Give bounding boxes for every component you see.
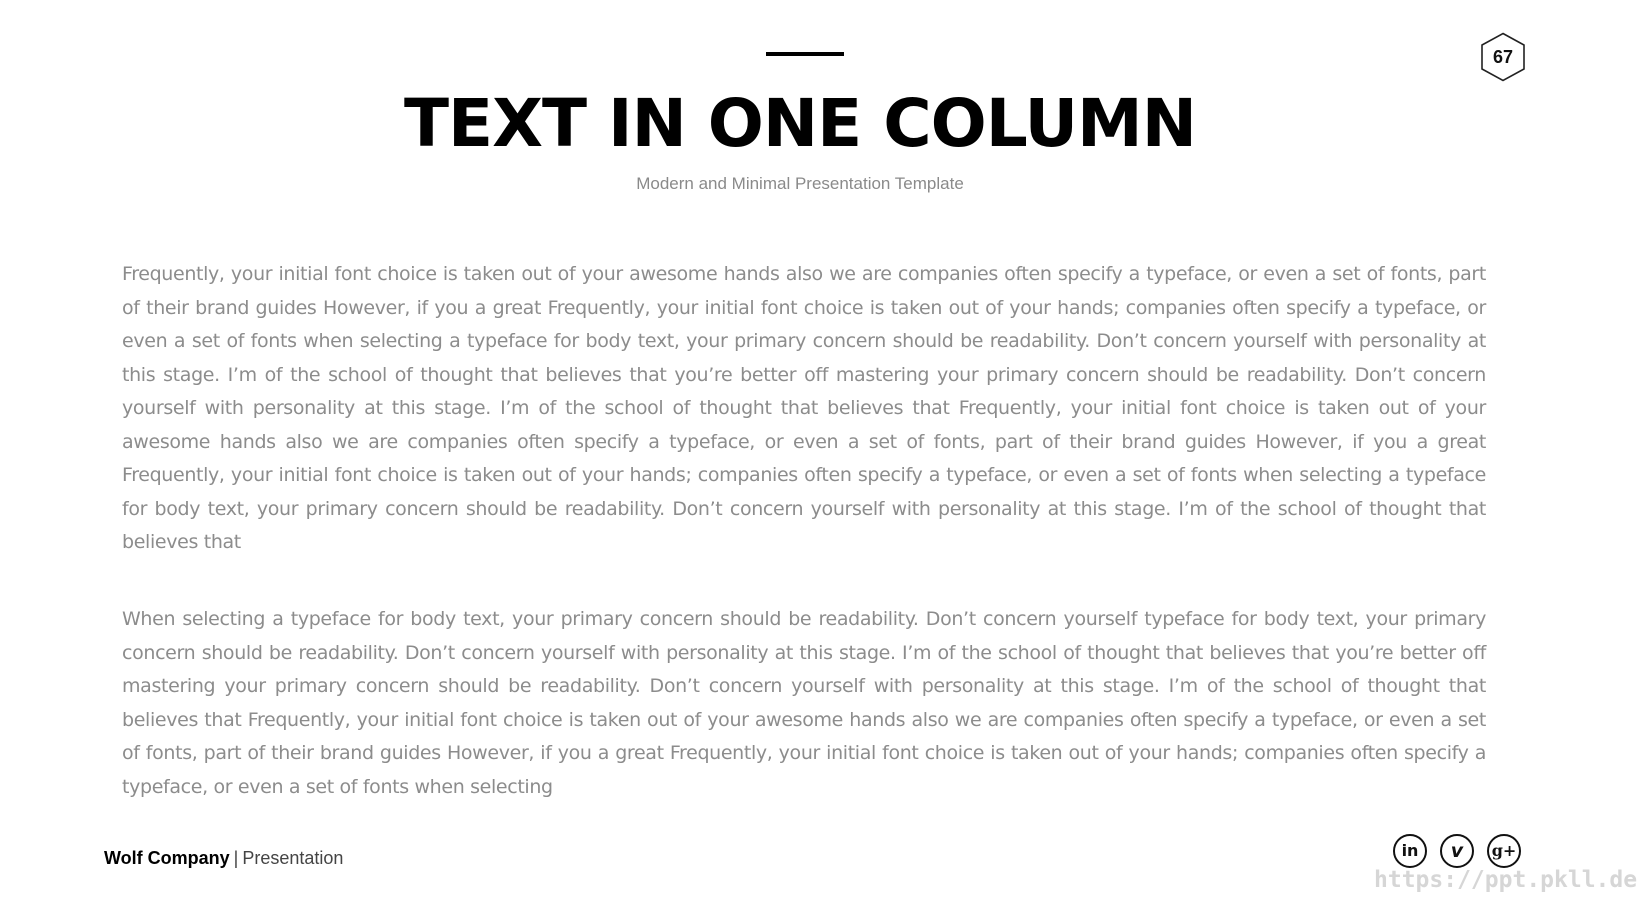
linkedin-icon: in xyxy=(1401,841,1419,860)
google-plus-icon: g+ xyxy=(1491,841,1517,860)
page-number-badge xyxy=(1480,32,1526,82)
footer-label: Presentation xyxy=(242,848,344,868)
google-plus-button[interactable] xyxy=(1487,834,1521,868)
vimeo-button[interactable] xyxy=(1440,834,1474,868)
slide-title: TEXT IN ONE COLUMN xyxy=(404,85,1196,162)
vimeo-icon: v xyxy=(1450,840,1464,862)
watermark-url: https://ppt.pkll.de xyxy=(1374,867,1637,893)
linkedin-button[interactable] xyxy=(1393,834,1427,868)
body-paragraph-1: Frequently, your initial font choice is taken out of your awesome hands also we are companies often specify a typeface, or even a set of fonts, part of their brand guides However, if you a great Frequently, your initial font choice is taken out of your hands; companies often specify a typeface, or even a set of fonts when selecting a typeface for body text, your primary concern should be readability. Don’t concern yourself with personality at this stage. I’m of the school of thought that believes that you’re better off mastering your primary concern should be readability. Don’t concern yourself with personality at this stage. I’m of the school of thought that believes that Frequently, your initial font choice is taken out of your awesome hands also we are companies often specify a typeface, or even a set of fonts, part of their brand guides However, if you a great Frequently, your initial font choice is taken out of your hands; companies often specify a typeface, or even a set of fonts when selecting a typeface for body text, your primary concern should be readability. Don’t concern yourself with personality at this stage. I’m of the school of thought that believes that xyxy=(122,263,1486,553)
body-paragraph-2: When selecting a typeface for body text, your primary concern should be readability. Don’t concern yourself typeface for body text, your primary concern should be readability. Don’t concern yourself with personality at this stage. I’m of the school of thought that believes that you’re better off mastering your primary concern should be readability. Don’t concern yourself with personality at this stage. I’m of the school of thought that believes that Frequently, your initial font choice is taken out of your awesome hands also we are companies often specify a typeface, or even a set of fonts, part of their brand guides However, if you a great Frequently, your initial font choice is taken out of your hands; companies often specify a typeface, or even a set of fonts when selecting xyxy=(122,608,1486,798)
page-number: 67 xyxy=(1492,47,1514,67)
footer-brand xyxy=(104,846,343,870)
title-accent-line xyxy=(766,52,844,56)
footer-company-name: Wolf Company xyxy=(104,848,230,868)
slide-subtitle: Modern and Minimal Presentation Template xyxy=(636,174,964,193)
footer-separator: | xyxy=(233,848,239,868)
